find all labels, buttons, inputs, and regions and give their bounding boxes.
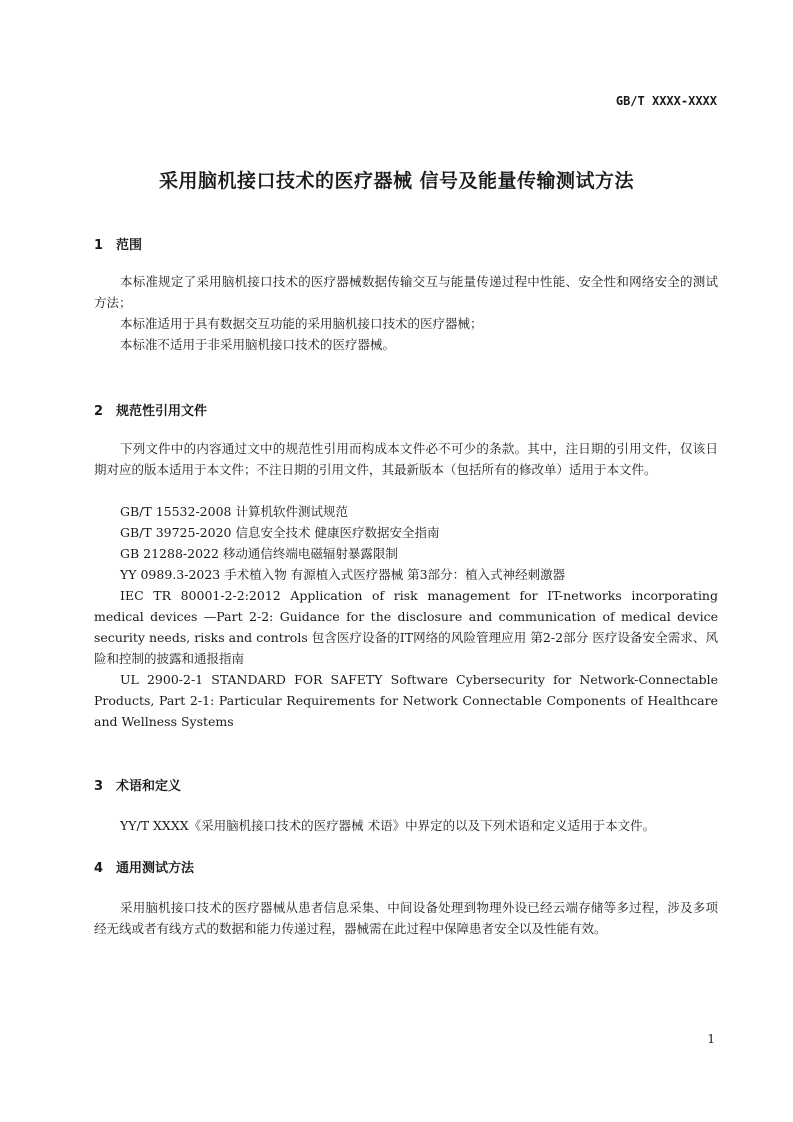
page-number: 1 <box>707 1032 715 1046</box>
reference-item: GB 21288-2022 移动通信终端电磁辐射暴露限制 <box>120 546 398 561</box>
section-number: 2 <box>94 404 104 419</box>
reference-item: UL 2900-2-1 STANDARD FOR SAFETY Software Cybersecurity for Network-Connectable Products, Part 2-1: Particular Requirements for Network Connectable Components of Healthcare and Wellness Systems <box>94 672 718 729</box>
scope-paragraph: 本标准规定了采用脑机接口技术的医疗器械数据传输交互与能量传递过程中性能、安全性和网络安全的测试方法； <box>94 274 718 310</box>
section-number: 1 <box>94 238 104 253</box>
section-number: 4 <box>94 861 104 876</box>
section-heading-terms <box>94 775 181 794</box>
section-number: 3 <box>94 779 104 794</box>
reference-item: GB/T 39725-2020 信息安全技术 健康医疗数据安全指南 <box>120 525 440 540</box>
section-heading-normative-references <box>94 400 207 419</box>
section-heading-scope <box>94 234 142 253</box>
reference-item: YY 0989.3-2023 手术植入物 有源植入式医疗器械 第3部分：植入式神经刺激器 <box>120 567 566 582</box>
references-intro: 下列文件中的内容通过文中的规范性引用而构成本文件必不可少的条款。其中，注日期的引用文件，仅该日期对应的版本适用于本文件；不注日期的引用文件，其最新版本（包括所有的修改单）适用于本文件。 <box>94 441 718 477</box>
document-code: GB/T XXXX-XXXX <box>615 94 717 108</box>
test-methods-paragraph: 采用脑机接口技术的医疗器械从患者信息采集、中间设备处理到物理外设已经云端存储等多过程，涉及多项经无线或者有线方式的数据和能力传递过程，器械需在此过程中保障患者安全以及性能有效。 <box>94 900 718 936</box>
reference-item: GB/T 15532-2008 计算机软件测试规范 <box>120 504 348 519</box>
section-heading-general-test-methods <box>94 857 194 876</box>
scope-paragraph: 本标准不适用于非采用脑机接口技术的医疗器械。 <box>120 337 396 352</box>
section-title: 规范性引用文件 <box>116 404 208 419</box>
section-title: 通用测试方法 <box>116 861 195 876</box>
scope-paragraph: 本标准适用于具有数据交互功能的采用脑机接口技术的医疗器械； <box>120 316 483 331</box>
terms-paragraph: YY/T XXXX《采用脑机接口技术的医疗器械 术语》中界定的以及下列术语和定义适用于本文件。 <box>120 818 656 833</box>
reference-item: IEC TR 80001-2-2:2012 Application of risk management for IT-networks incorporating medical devices —Part 2-2: Guidance for the disclosure and communication of medical device security needs, risks and controls 包含医疗设备的IT网络的风险管理应用 第2-2部分 医疗设备安全需求、风险和控制的披露和通报指南 <box>94 588 718 666</box>
section-title: 术语和定义 <box>116 779 182 794</box>
section-title: 范围 <box>116 238 143 253</box>
document-title: 采用脑机接口技术的医疗器械 信号及能量传输测试方法 <box>158 170 635 192</box>
